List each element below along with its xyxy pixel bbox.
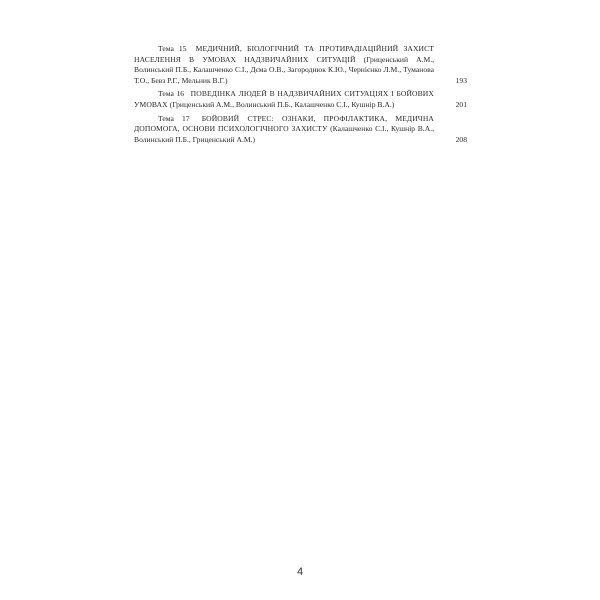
toc-entry-text: [134, 44, 434, 86]
table-of-contents: [134, 44, 467, 148]
toc-page-number: 201: [455, 99, 467, 109]
toc-entry-text: [134, 89, 434, 110]
toc-entry-topic-15[interactable]: [134, 44, 467, 86]
toc-page-number: 208: [455, 134, 467, 144]
toc-topic-label: Тема 17: [158, 113, 190, 123]
toc-entry-text: [134, 114, 434, 146]
toc-topic-authors: (Гриценський А.М., Волинський П.Б., Калашченко С.І., Дєма О.В., Загороднюк К.Ю., Чернієнко Л.М., Туманова Т.О., Бевз Р.Г., Мельник В.Г.): [134, 54, 434, 85]
toc-topic-title: ПОВЕДІНКА ЛЮДЕЙ В НАДЗВИЧАЙНИХ СИТУАЦІЯХ І БОЙОВИХ УМОВАХ: [134, 89, 434, 109]
toc-topic-label: Тема 16: [158, 89, 185, 99]
toc-topic-authors: (Калашченко С.І., Кушнір В.А., Волинський П.Б., Гриценський А.М.): [134, 124, 434, 144]
toc-topic-label: Тема 15: [158, 44, 187, 53]
toc-topic-authors: (Гриценський А.М., Волинський П.Б., Калашченко С.І., Кушнір В.А.): [169, 99, 395, 109]
toc-entry-topic-16[interactable]: [134, 89, 467, 110]
toc-entry-topic-17[interactable]: [134, 114, 467, 146]
page-number-footer: 4: [296, 566, 304, 578]
toc-page-number: 193: [455, 75, 467, 85]
toc-topic-title: БОЙОВИЙ СТРЕС: ОЗНАКИ, ПРОФІЛАКТИКА, МЕДИЧНА ДОПОМОГА, ОСНОВИ ПСИХОЛОГІЧНОГО ЗАХИСТУ: [134, 113, 434, 134]
toc-topic-title: МЕДИЧНИЙ, БІОЛОГІЧНИЙ ТА ПРОТИРАДІАЦІЙНИЙ ЗАХИСТ НАСЕЛЕННЯ В УМОВАХ НАДЗВИЧАЙНИХ СИТУАЦІЙ: [134, 44, 435, 64]
